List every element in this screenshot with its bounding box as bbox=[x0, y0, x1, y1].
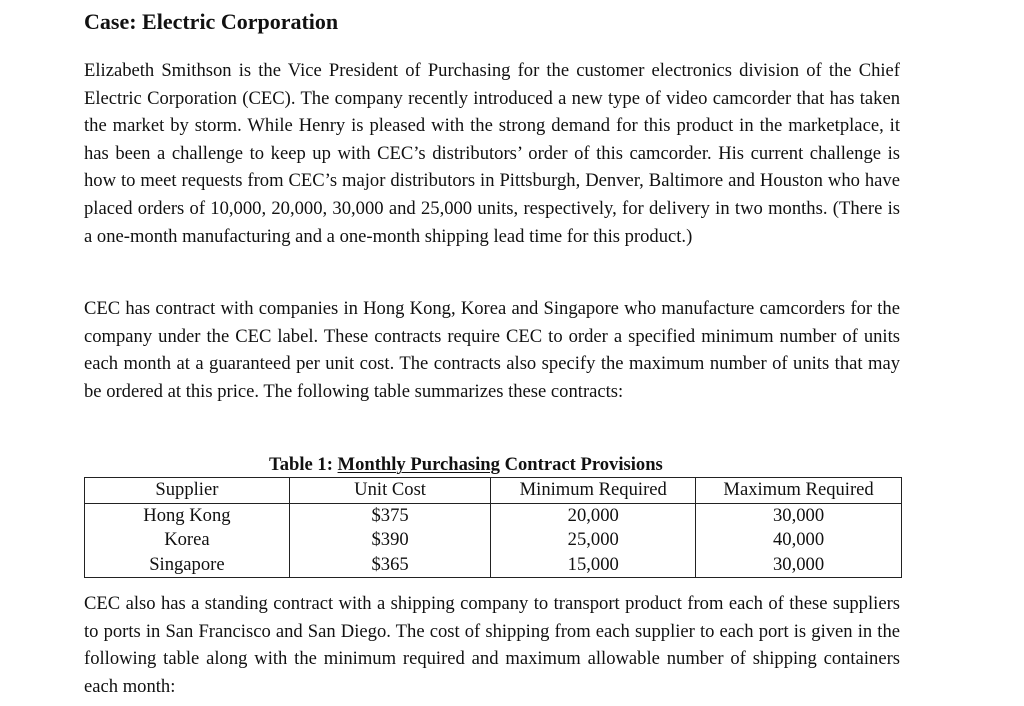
table-caption-suffix: Contract Provisions bbox=[499, 454, 663, 475]
table-caption-underlined: Monthly Purchasing bbox=[337, 454, 500, 475]
cell-maximum: 30,000 bbox=[696, 553, 902, 578]
header-unit-cost: Unit Cost bbox=[289, 478, 491, 504]
header-maximum-required: Maximum Required bbox=[696, 478, 902, 504]
cell-supplier: Korea bbox=[85, 528, 290, 553]
cell-maximum: 30,000 bbox=[696, 503, 902, 528]
table-caption-prefix: Table 1: bbox=[269, 454, 338, 475]
cell-supplier: Hong Kong bbox=[85, 503, 290, 528]
intro-paragraph: Elizabeth Smithson is the Vice President of Purchasing for the customer electronics division of the Chief Electric Corporation (CEC). The company recently introduced a new type of video camcorder that has taken the market by storm. While Henry is pleased with the strong demand for this product in the marketplace, it has been a challenge to keep up with CEC’s distributors’ order of this camcorder. His current challenge is how to meet requests from CEC’s major distributors in Pittsburgh, Denver, Baltimore and Houston who have placed orders of 10,000, 20,000, 30,000 and 25,000 units, respectively, for delivery in two months. (There is a one-month manufacturing and a one-month shipping lead time for this product.) bbox=[84, 60, 900, 247]
contracts-paragraph: CEC has contract with companies in Hong Kong, Korea and Singapore who manufacture camcorders for the company under the CEC label. These contracts require CEC to order a specified minimum number of units each month at a guaranteed per unit cost. The contracts also specify the maximum number of units that may be ordered at this price. The following table summarizes these contracts: bbox=[84, 298, 900, 402]
header-supplier: Supplier bbox=[85, 478, 290, 504]
cell-unit-cost: $365 bbox=[289, 553, 491, 578]
case-title: Case: Electric Corporation bbox=[84, 9, 339, 34]
cell-minimum: 15,000 bbox=[491, 553, 696, 578]
cell-minimum: 25,000 bbox=[491, 528, 696, 553]
table-header-row bbox=[85, 478, 902, 504]
table-row bbox=[85, 553, 902, 578]
table-row bbox=[85, 503, 902, 528]
table-row bbox=[85, 528, 902, 553]
cell-supplier: Singapore bbox=[85, 553, 290, 578]
contract-provisions-table bbox=[84, 477, 902, 578]
cell-maximum: 40,000 bbox=[696, 528, 902, 553]
shipping-paragraph: CEC also has a standing contract with a shipping company to transport product from each of these suppliers to ports in San Francisco and San Diego. The cost of shipping from each supplier to each port is given in the following table along with the minimum required and maximum allowable number of shipping containers each month: bbox=[84, 593, 900, 697]
cell-unit-cost: $375 bbox=[289, 503, 491, 528]
table-caption bbox=[269, 454, 663, 476]
header-minimum-required: Minimum Required bbox=[491, 478, 696, 504]
cell-unit-cost: $390 bbox=[289, 528, 491, 553]
cell-minimum: 20,000 bbox=[491, 503, 696, 528]
